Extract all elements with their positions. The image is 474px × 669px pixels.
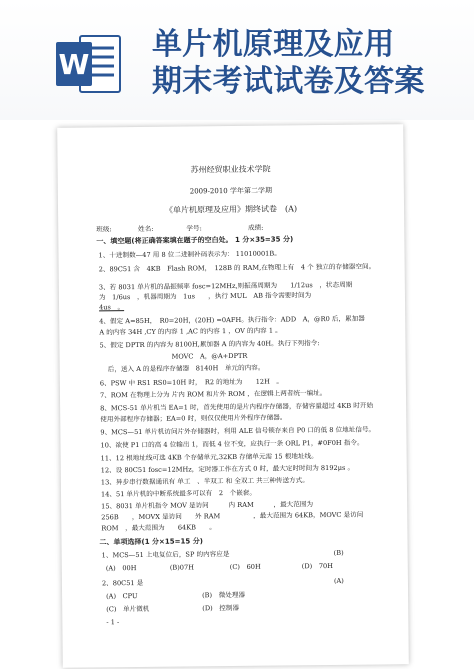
choice-option: (C) 单片微机: [106, 604, 150, 614]
question-line: 11、12 根地址线可选 4KB 个存储单元,32KB 存储单元需 15 根地址线。: [100, 452, 318, 463]
question-line: 8、MCS-51 单片机当 EA=1 时，首先使用的是片内程序存储器，存储容量超过 4KB 时开始: [100, 401, 374, 413]
question-line: MOVC A，@A+DPTR: [171, 351, 248, 361]
choice-option: (D) 70H: [301, 561, 333, 571]
choice-option: (C) 60H: [229, 562, 261, 572]
banner-title-line2: 期末考试试卷及答案: [152, 64, 425, 99]
question-line: A 的内容 34H ,CY 的内容 1 ,AC 的内容 1 ，OV 的内容 1 。: [99, 326, 282, 337]
word-document-icon: [56, 32, 122, 96]
exam-paper: [57, 124, 409, 668]
question-line: 后，送入 A 的是程序存储器 8140H 单元的内容。: [107, 363, 265, 374]
question-line: 为 1/6us ，机器周期为 1us ，执行 MUL AB 指令需要时间为: [98, 291, 312, 302]
choice-question: 1、MCS—51 上电复位后，SP 的内容应是: [101, 550, 230, 560]
question-line: 4us 。: [99, 303, 125, 312]
question-line: 9、MCS—51 单片机访问片外存储器时，利用 ALE 信号锁存来自 P0 口的低 8 位地址信号。: [100, 425, 376, 437]
question-line: 1、十进制数—47 用 8 位二进制补码表示为： 11010001B。: [98, 249, 281, 260]
choice-answer: (A): [333, 576, 344, 585]
student-info: 班级: 姓名: 学号: 成绩:: [96, 223, 264, 234]
choice-option: (B)07H: [169, 563, 194, 572]
question-line: 12、设 80C51 fosc=12MHz，定时器工作在方式 0 时，最大定时时间为 8192μs 。: [100, 463, 355, 475]
question-line: 5、假定 DPTR 的内容为 8100H,累加器 A 的内容为 40H。执行下列指令:: [99, 339, 320, 350]
school-name: 苏州经贸职业技术学院: [190, 164, 271, 175]
question-line: 6、PSW 中 RS1 RS0=10H 时， R2 的地址为 12H 。: [99, 377, 284, 388]
question-line: 使用外部程序存储器；EA=0 时，则仅仅使用片外程序存储器。: [100, 413, 287, 424]
question-line: 2、89C51 含 4KB Flash ROM， 128B 的 RAM,在物理上有 4 个 独立的存储器空间。: [98, 262, 376, 274]
question-line: 10、欲使 P1 口的高 4 位输出 1，而低 4 位不变，应执行一条 ORL P1，#0F0H 指令。: [100, 438, 364, 450]
banner-title: [152, 26, 472, 100]
choice-option: (B) 微处理器: [202, 590, 246, 600]
choice-option: (A) CPU: [106, 592, 138, 601]
question-line: 4、假定 A=85H， R0=20H，(20H) =0AFH。执行指令：ADD A，@R0 后，累加器: [99, 314, 365, 326]
question-line: 14、51 单片机的中断系统最多可以有 2 个嵌套。: [100, 488, 257, 499]
section-fill-blank: 一、填空题(将正确答案填在题子的空白处。 1 分×35=35 分): [96, 235, 294, 246]
page-number: - 1 -: [106, 618, 120, 627]
word-icon-letter: W: [58, 48, 90, 81]
question-line: 7、ROM 在物理上分为 片内 ROM 和片外 ROM ，在逻辑上两者统一编址。: [99, 389, 327, 400]
choice-question: 2、80C51 是: [101, 578, 144, 588]
section-single-choice: 二、单项选择(1 分×15=15 分): [99, 537, 203, 547]
question-line: 13、异步串行数据通讯有 单工 、半双工 和 全双工 共三种传送方式。: [100, 476, 309, 487]
question-line: 3、若 8031 单片机的晶振频率 fosc=12MHz,则振荡周期为 1/12us ，状态周期: [98, 280, 353, 292]
choice-option: (D) 控制器: [202, 603, 240, 613]
exam-title: 《单片机原理及应用》期终试卷 (A): [164, 204, 298, 215]
choice-option: (A) 00H: [105, 564, 137, 573]
question-line: ROM ，最大范围为 64KB 。: [101, 523, 216, 533]
question-line: 256B ，MOVX 是访问 外 RAM ，最大范围为 64KB，MOVC 是访问: [101, 510, 364, 522]
banner-title-line1: 单片机原理及应用: [152, 27, 395, 62]
term: 2009-2010 学年第二学期: [189, 186, 273, 196]
question-line: 15、8031 单片机指令 MOV 是访问 内 RAM ，最大范围为: [101, 500, 314, 511]
choice-answer: (B): [333, 548, 344, 557]
banner: [0, 0, 474, 120]
